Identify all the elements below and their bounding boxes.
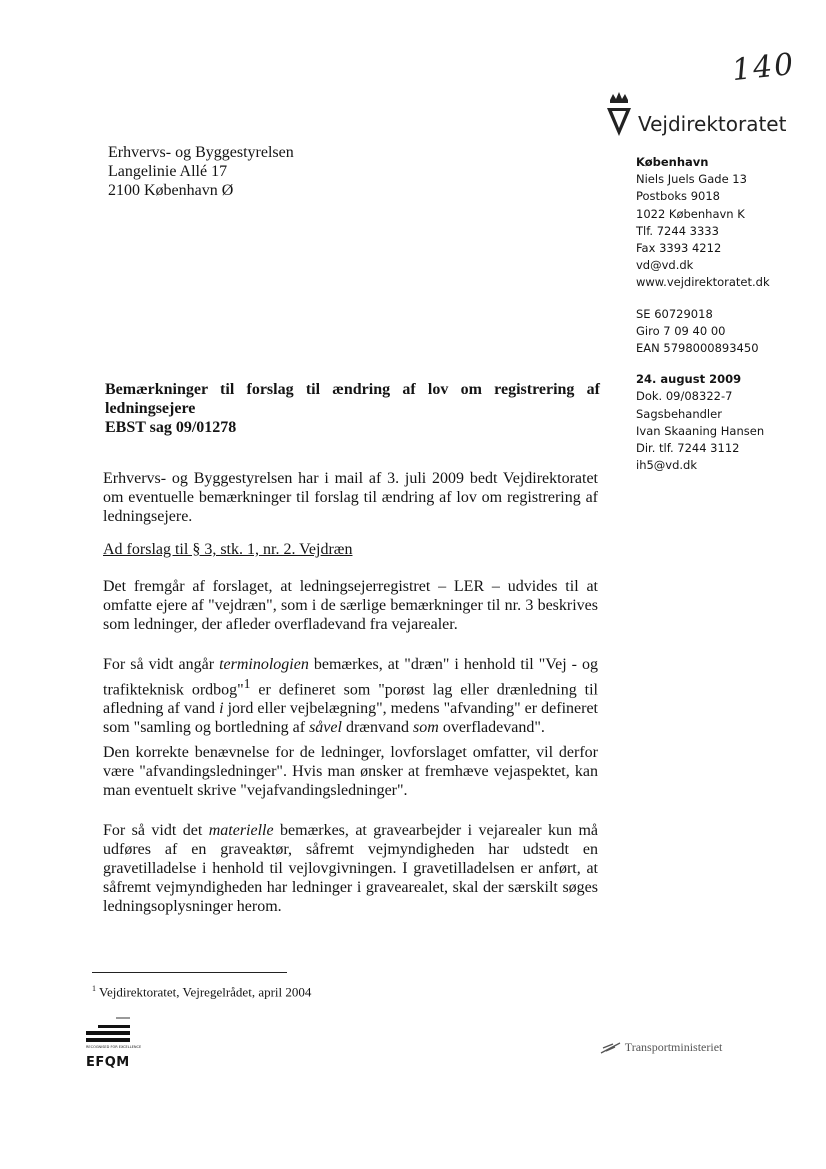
sender-website: www.vejdirektoratet.dk [636, 275, 770, 290]
paragraph: Det fremgår af forslaget, at ledningsejerregistret – LER – udvides til at omfatte ejere af "vejdræn", som i de særlige bemærkninger til nr. 3 beskrives som ledninger, der afleder overfladevand fra vejarealer. [103, 578, 598, 633]
section-heading: Ad forslag til § 3, stk. 1, nr. 2. Vejdræn [103, 541, 353, 558]
vejdirektoratet-logo [604, 90, 804, 140]
sender-se-number: SE 60729018 [636, 306, 713, 321]
sender-phone: Tlf. 7244 3333 [636, 223, 719, 238]
crown-v-emblem-icon [604, 90, 634, 140]
sender-address-line: Postboks 9018 [636, 189, 720, 204]
letter-subject [105, 380, 600, 437]
sender-info [636, 154, 770, 474]
recipient-address [108, 143, 294, 200]
case-reference: EBST sag 09/01278 [105, 419, 237, 436]
sender-city: København [636, 155, 709, 169]
efqm-caption: RECOGNISED FOR EXCELLENCE [86, 1045, 142, 1049]
paragraph: Den korrekte benævnelse for de ledninger, lovforslaget omfatter, vil derfor være "afvandingsledninger". Hvis man ønsker at fremhæve vejaspektet, kan man eventuelt skrive "vejafvandingsledninger". [103, 744, 598, 799]
recipient-line: Erhvervs- og Byggestyrelsen [108, 144, 294, 161]
logo-wordmark: Vejdirektoratet [638, 112, 787, 136]
direct-phone: Dir. tlf. 7244 3112 [636, 441, 740, 456]
footnote-divider [92, 972, 287, 973]
efqm-bars-icon [86, 1015, 136, 1043]
efqm-wordmark: EFQM [86, 1055, 130, 1070]
document-number: Dok. 09/08322-7 [636, 389, 733, 404]
sender-fax: Fax 3393 4212 [636, 241, 722, 256]
recipient-line: Langelinie Allé 17 [108, 163, 228, 180]
footnote-reference: 1 [243, 676, 251, 691]
intro-paragraph: Erhvervs- og Byggestyrelsen har i mail af 3. juli 2009 bedt Vejdirektoratet om eventuelle bemærkninger til forslag til ændring af lov om registrering af ledningsejere. [103, 470, 598, 525]
sender-email: vd@vd.dk [636, 258, 694, 273]
recipient-line: 2100 København Ø [108, 182, 234, 199]
handler-email: ih5@vd.dk [636, 458, 698, 473]
sender-ean: EAN 5798000893450 [636, 341, 759, 356]
subject-line: Bemærkninger til forslag til ændring af lov om registrering af ledningsejere [105, 381, 600, 417]
handwritten-page-number: 140 [730, 46, 797, 89]
sender-address-line: 1022 København K [636, 206, 745, 221]
efqm-logo [86, 1015, 146, 1075]
ministry-name: Transportministeriet [624, 1040, 723, 1054]
material-paragraph: For så vidt det materielle bemærkes, at gravearbejder i vejarealer kun må udføres af en graveaktør, såfremt vejmyndigheden har udstedt en gravetilladelse i henhold til vejlovgivningen. I gravetilladelsen er anført, at såfremt vejmyndigheden har ledninger i gravearealet, skal der særskilt søges ledningsoplysninger herom. [103, 822, 599, 915]
ministry-logo [600, 1040, 722, 1055]
ministry-arrow-icon [600, 1041, 622, 1055]
case-handler-name: Ivan Skaaning Hansen [636, 423, 765, 438]
terminology-paragraph: For så vidt angår terminologien bemærkes, at "dræn" i henhold til "Vej - og trafikteknisk ordbog"$^1$ er defineret som "porøst lag eller drænledning til afledning af vand i jord eller vejbelægning", medens "afvanding" er defineret som "samling og bortledning af såvel drænvand som overfladevand". [103, 656, 599, 737]
sender-giro: Giro 7 09 40 00 [636, 323, 726, 338]
footnote: $^1$ Vejdirektoratet, Vejregelrådet, april 2004 [92, 984, 312, 1000]
sender-address-line: Niels Juels Gade 13 [636, 172, 747, 187]
case-handler-label: Sagsbehandler [636, 406, 722, 421]
letter-date: 24. august 2009 [636, 372, 742, 387]
